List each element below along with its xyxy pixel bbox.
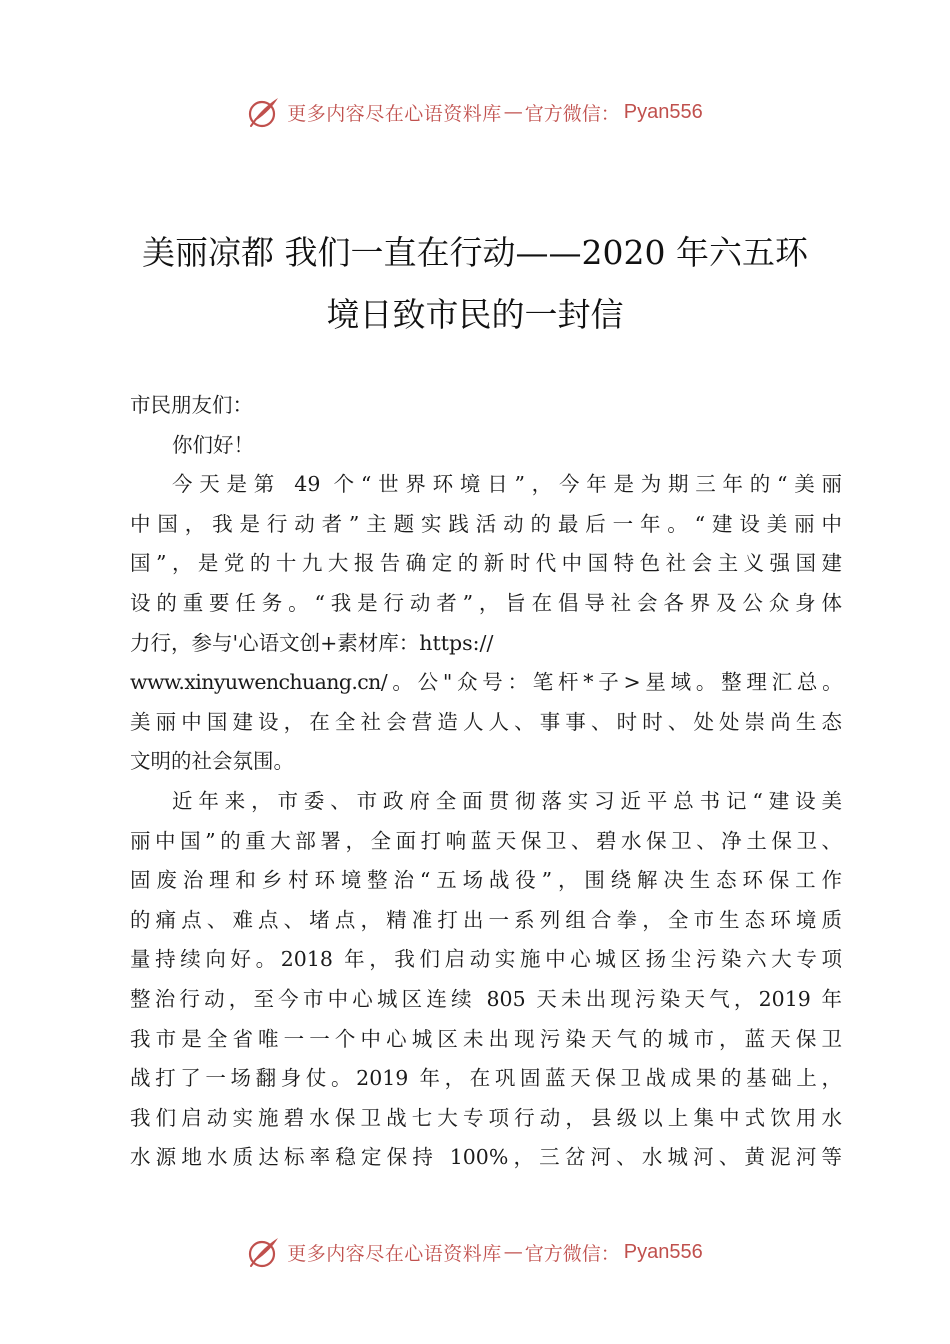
body-line: 力行，参与'心语文创+素材库：https://: [130, 630, 494, 655]
title-line-2: 境日致市民的一封信: [326, 295, 624, 334]
body-line: 文明的社会氛围。: [130, 749, 294, 774]
body-line: 量持续向好。2018 年，我们启动实施中心城区扬尘污染六大专项: [130, 947, 842, 972]
body-line: 我市是全省唯一一个中心城区未出现污染天气的城市，蓝天保卫: [130, 1026, 842, 1051]
banner-separator: —: [503, 101, 523, 123]
header-banner: [0, 92, 950, 132]
body-line: www.xinyuwenchuang.cn/。公"众号：笔杆*子>星域。整理汇总。: [130, 670, 842, 695]
banner-wechat-id: Pyan556: [623, 100, 703, 123]
body-line: 国”，是党的十九大报告确定的新时代中国特色社会主义强国建: [130, 551, 842, 576]
banner-text: 更多内容尽在心语资料库: [287, 1242, 502, 1265]
body-line: 固废治理和乡村环境整治“五场战役”，围绕解决生态环保工作: [130, 868, 842, 893]
body-line: 丽中国”的重大部署，全面打响蓝天保卫、碧水保卫、净土保卫、: [130, 828, 842, 853]
body-line: 战打了一场翻身仗。2019 年，在巩固蓝天保卫战成果的基础上，: [130, 1066, 842, 1091]
document-title: [100, 222, 850, 346]
body-line: 近年来，市委、市政府全面贯彻落实习近平总书记“建设美: [172, 788, 842, 813]
body-line: 的痛点、难点、堵点，精准打出一系列组合拳，全市生态环境质: [130, 907, 842, 932]
body-line: 整治行动，至今市中心城区连续 805 天未出现污染天气，2019 年: [130, 986, 842, 1011]
footer-banner: [0, 1232, 950, 1272]
body-line: 今天是第 49 个“世界环境日”，今年是为期三年的“美丽: [172, 472, 842, 497]
document-body: [130, 386, 842, 1178]
body-line: 设的重要任务。“我是行动者”，旨在倡导社会各界及公众身体: [130, 590, 842, 615]
title-line-1: 美丽凉都 我们一直在行动——2020 年六五环: [142, 233, 808, 272]
salutation: 市民朋友们：: [130, 393, 253, 417]
banner-wechat-id: Pyan556: [623, 1240, 703, 1263]
banner-wechat-label: 官方微信：: [524, 1242, 620, 1265]
greeting: 你们好！: [172, 432, 254, 457]
quill-logo-icon: [247, 1235, 281, 1269]
body-line: 中国，我是行动者”主题实践活动的最后一年。“建设美丽中: [130, 511, 842, 536]
banner-wechat-label: 官方微信：: [524, 102, 620, 125]
quill-logo-icon: [247, 95, 281, 129]
body-line: 水源地水质达标率稳定保持 100%，三岔河、水城河、黄泥河等: [130, 1145, 842, 1170]
body-line: 美丽中国建设，在全社会营造人人、事事、时时、处处崇尚生态: [130, 709, 842, 734]
banner-separator: —: [503, 1241, 523, 1263]
banner-text: 更多内容尽在心语资料库: [287, 102, 502, 125]
body-line: 我们启动实施碧水保卫战七大专项行动，县级以上集中式饮用水: [130, 1105, 842, 1130]
